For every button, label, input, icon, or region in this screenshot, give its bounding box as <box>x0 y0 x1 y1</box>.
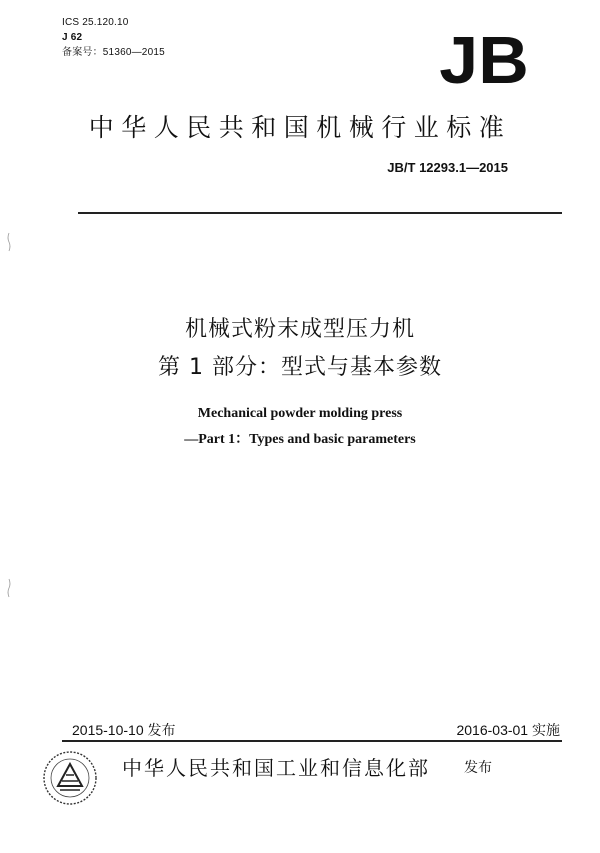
ministry-seal-icon <box>42 750 98 806</box>
top-divider <box>78 212 562 214</box>
standard-category-title: 中华人民共和国机械行业标准 <box>88 113 512 142</box>
classification-code: J 62 <box>62 32 83 43</box>
document-title-en-line1: Mechanical powder molding press <box>197 406 403 421</box>
document-title-zh-line2: 第 1 部分：型式与基本参数 <box>158 355 442 380</box>
bottom-divider <box>62 740 562 742</box>
issuing-authority: 中华人民共和国工业和信息化部 <box>122 756 430 780</box>
scan-edge-mark <box>6 232 12 252</box>
document-title-en-line2: —Part 1：Types and basic parameters <box>184 432 416 447</box>
implementation-date: 2016-03-01 实施 <box>456 722 560 738</box>
record-number: 备案号：51360—2015 <box>62 47 165 58</box>
issue-date: 2015-10-10 发布 <box>72 722 176 738</box>
ics-code: ICS 25.120.10 <box>62 17 129 28</box>
issuing-authority-suffix: 发布 <box>464 760 492 776</box>
jb-logo <box>428 30 540 92</box>
scan-edge-mark <box>6 578 12 598</box>
standard-number: JB/T 12293.1—2015 <box>387 160 508 175</box>
jb-logo-text: JB <box>439 30 529 92</box>
document-title-zh-line1: 机械式粉末成型压力机 <box>184 317 415 342</box>
